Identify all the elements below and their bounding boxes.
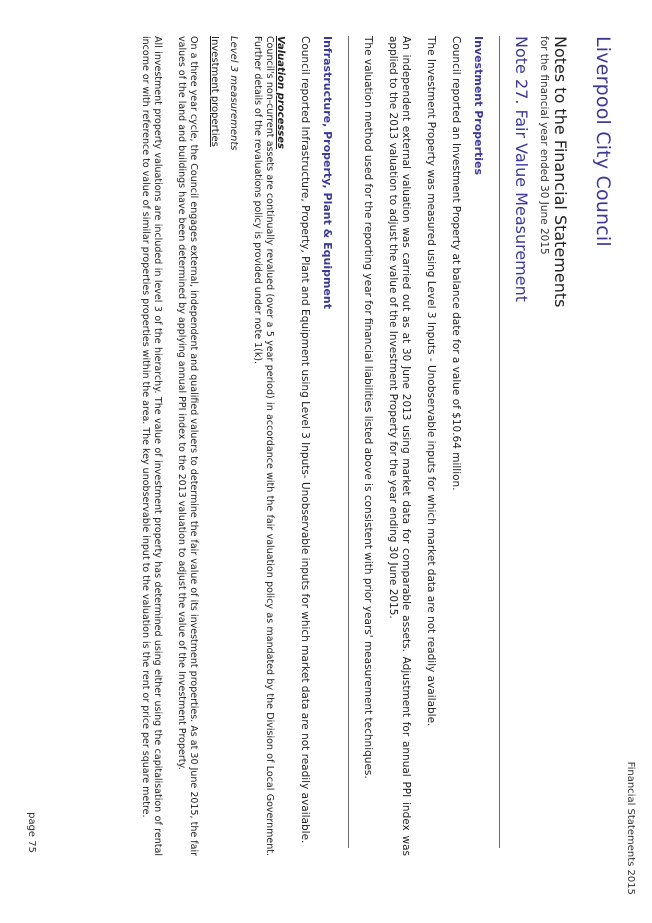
document-subtitle: for the financial year ended 30 June 2015	[538, 36, 550, 255]
subheading: Level 3 measurements	[228, 36, 239, 151]
page-number: page 75	[26, 812, 37, 853]
content	[127, 36, 614, 856]
paragraph: Council reported an Investment Property at balance date for a value of $10.64 million.	[450, 36, 462, 491]
document-title: Notes to the Financial Statements	[551, 36, 570, 308]
paragraph: The Investment Property was measured using Level 3 Inputs - Unobservable inputs for which market data are not readily available.	[425, 36, 437, 727]
note-title: Note 27. Fair Value Measurement	[512, 36, 531, 303]
running-header: Financial Statements 2015	[625, 761, 636, 895]
section-heading: Investment Properties	[472, 36, 485, 176]
paragraph: Council's non-current assets are continually revalued (over a 5 year period) in accordance with the fair valuation policy as mandated by the Division of Local Government. Further details of the revaluations policy is provided under note 1(k).	[252, 36, 275, 856]
divider	[348, 36, 349, 848]
subheading: Valuation processes	[275, 36, 286, 149]
subheading: Investment properties	[209, 36, 220, 147]
organisation-title: Liverpool City Council	[592, 36, 614, 247]
ippe-section	[139, 36, 334, 856]
paragraph: All investment property valuations are included in level 3 of the hierarchy. The value of investment property has determined using either using the capitalisation of rental income or with reference to value of similar properties properties within the area. The key unobservable input to the valuation is the rent or price per square metre.	[140, 36, 163, 856]
paragraph: An independent external valuation was carried out as at 30 June 2013 using market data for comparable assets. Adjustment for annual PPI index was applied to the 2013 valuation to adjust the value of the Investment Property for the year ending 30 June 2015.	[387, 36, 412, 856]
paragraph: The valuation method used for the reporting year for financial liabilities listed above is consistent with prior years' measurement techniques.	[362, 36, 374, 779]
section-heading: Infrastructure, Property, Plant & Equipment	[321, 36, 334, 309]
paragraph: On a three year cycle, the Council engages external, independent and qualified valuers to determine the fair value of its investment properties. As at 30 June 2015, the fair values of the land and buildings have been determined by applying annual PPI index to the 2013 valuation to adjust the value of the Investment Property.	[176, 36, 199, 856]
divider	[499, 36, 500, 848]
investment-properties-section	[361, 36, 485, 856]
paragraph: Council reported Infrastructure, Property, Plant and Equipment using Level 3 Inputs- Unobservable inputs for which market data are not readily available.	[299, 36, 311, 844]
